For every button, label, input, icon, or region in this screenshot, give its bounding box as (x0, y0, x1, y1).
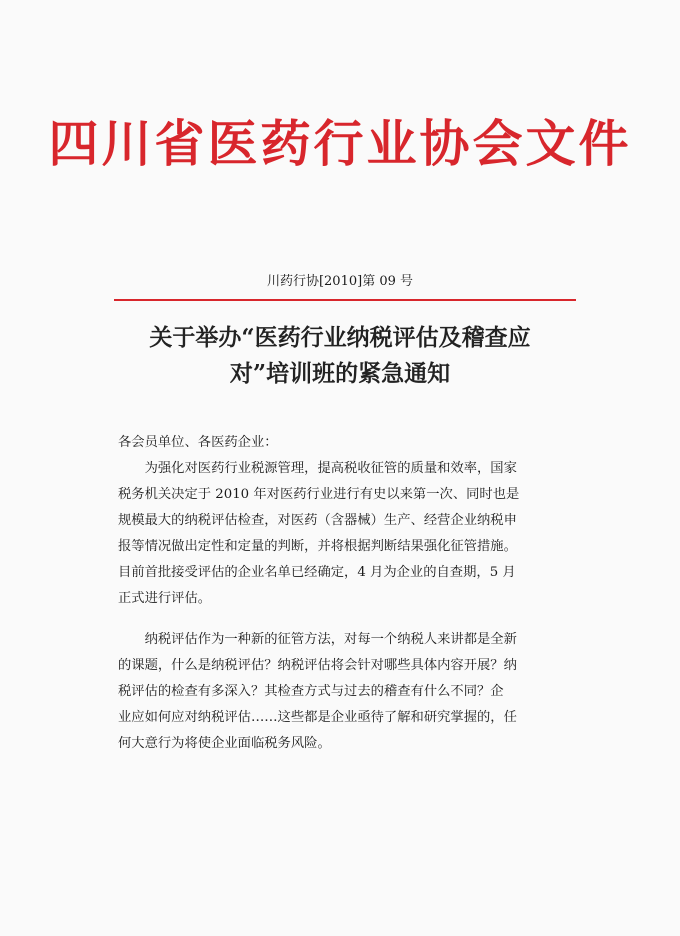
paragraph-line: 报等情况做出定性和定量的判断，并将根据判断结果强化征管措施。 (118, 539, 517, 554)
salutation: 各会员单位、各医药企业： (118, 435, 278, 450)
paragraph-line: 纳税评估作为一种新的征管方法，对每一个纳税人来讲都是全新 (144, 632, 517, 647)
notice-title-line-2: 对”培训班的紧急通知 (229, 360, 451, 387)
paragraph-line: 何大意行为将使企业面临税务风险。 (118, 736, 331, 751)
notice-title-line-1: 关于举办“医药行业纳税评估及稽查应 (149, 324, 531, 351)
notice-title (60, 320, 620, 392)
paragraph-2 (118, 627, 580, 757)
notice-body (118, 430, 580, 757)
paragraph-1 (118, 456, 580, 612)
paragraph-line: 正式进行评估。 (118, 591, 212, 606)
paragraph-line: 业应如何应对纳税评估……这些都是企业亟待了解和研究掌握的，任 (118, 710, 517, 725)
red-divider-line (114, 299, 576, 301)
masthead-title: 四川省医药行业协会文件 (48, 114, 632, 173)
paragraph-line: 的课题，什么是纳税评估？纳税评估将会针对哪些具体内容开展？纳 (118, 658, 517, 673)
paragraph-line: 税评估的检查有多深入？其检查方式与过去的稽查有什么不同？企 (118, 684, 504, 699)
paragraph-line: 税务机关决定于 2010 年对医药行业进行有史以来第一次、同时也是 (118, 487, 520, 502)
paragraph-line: 目前首批接受评估的企业名单已经确定，4 月为企业的自查期，5 月 (118, 565, 516, 580)
document-number: 川药行协[2010]第 09 号 (266, 274, 414, 289)
paragraph-line: 为强化对医药行业税源管理，提高税收征管的质量和效率，国家 (144, 461, 517, 476)
paragraph-line: 规模最大的纳税评估检查，对医药（含器械）生产、经营企业纳税申 (118, 513, 517, 528)
